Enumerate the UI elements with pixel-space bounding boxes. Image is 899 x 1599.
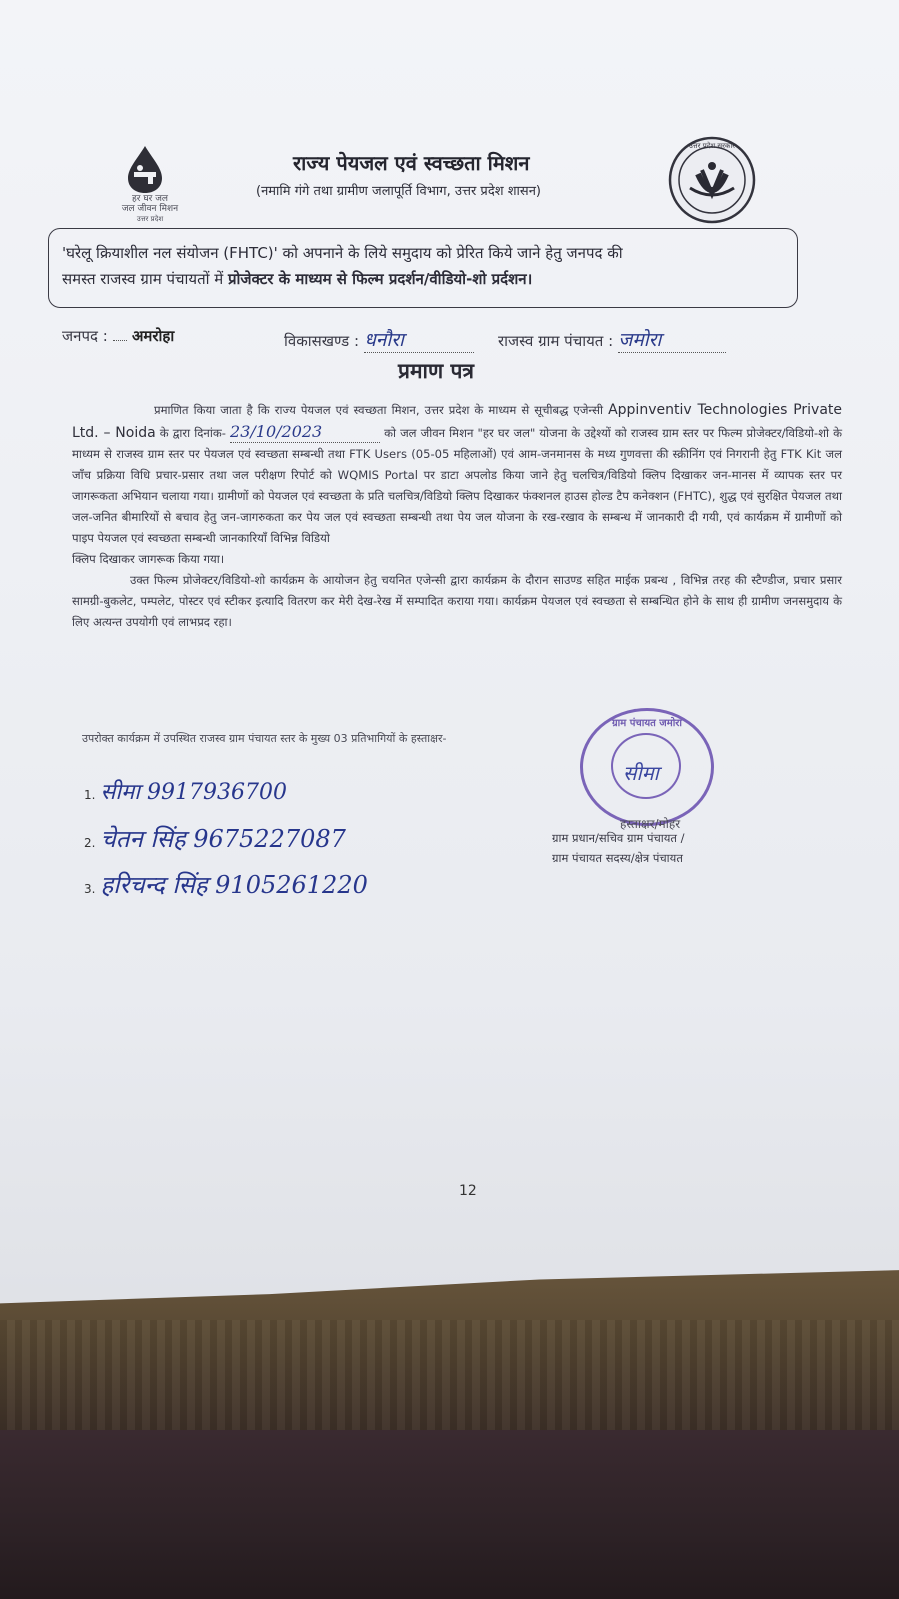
stamp-outer-text: ग्राम पंचायत जमोरा bbox=[612, 718, 682, 729]
signature-seal-label: हस्ताक्षर/मोहर bbox=[620, 817, 681, 831]
district-field bbox=[62, 326, 174, 346]
certificate-body bbox=[72, 400, 842, 633]
water-drop-tap-icon bbox=[104, 142, 186, 194]
subject-line-2-start: समस्त राजस्व ग्राम पंचायतों में bbox=[62, 270, 229, 288]
participant-row-1 bbox=[84, 776, 287, 806]
up-govt-emblem bbox=[668, 136, 756, 224]
block-field bbox=[284, 326, 474, 353]
village-label: राजस्व ग्राम पंचायत : bbox=[498, 332, 614, 350]
subject-text bbox=[62, 240, 787, 292]
subject-line-1: 'घरेलू क्रियाशील नल संयोजन (FHTC)' को अपनाने के लिये समुदाय को प्रेरित किये जाने हेतु जनपद की bbox=[62, 244, 623, 262]
block-label: विकासखण्ड : bbox=[284, 332, 360, 350]
program-date: 23/10/2023 bbox=[230, 421, 380, 443]
logo-line-3: उत्तर प्रदेश bbox=[136, 215, 164, 223]
stamp-signature: सीमा bbox=[623, 761, 659, 785]
page-number: 12 bbox=[459, 1183, 477, 1199]
paragraph-1 bbox=[72, 400, 842, 549]
subject-line-2-bold: प्रोजेक्टर के माध्यम से फिल्म प्रदर्शन/वीडियो-शो प्रर्दशन। bbox=[228, 270, 533, 288]
signatory-line-2: ग्राम पंचायत सदस्य/क्षेत्र पंचायत bbox=[552, 851, 683, 865]
emblem-text: उत्तर प्रदेश सरकार bbox=[688, 142, 736, 150]
certificate-title: प्रमाण पत्र bbox=[398, 359, 474, 383]
panchayat-stamp bbox=[580, 708, 714, 826]
agency-name: Appinventiv Technologies Private Ltd. – Noida bbox=[72, 402, 843, 441]
participant-number: 1. bbox=[84, 788, 96, 802]
har-ghar-jal-logo bbox=[104, 142, 186, 226]
p1-intro: प्रमाणित किया जाता है कि राज्य पेयजल एवं स्वच्छता मिशन, उत्तर प्रदेश के माध्यम से सूचीबद्ध एजेन्सी bbox=[154, 403, 604, 417]
participant-signature: हरिचन्द सिंह 9105261220 bbox=[100, 871, 368, 899]
district-value: अमरोहा bbox=[131, 327, 175, 345]
logo-line-2: जल जीवन मिशन bbox=[121, 204, 179, 214]
participant-row-2 bbox=[84, 822, 346, 855]
participant-number: 3. bbox=[84, 882, 96, 896]
participant-row-3 bbox=[84, 868, 368, 901]
participant-number: 2. bbox=[84, 836, 96, 850]
participants-intro: उपरोक्त कार्यक्रम में उपस्थित राजस्व ग्राम पंचायत स्तर के मुख्य 03 प्रतिभागियों के हस्ताक्षर- bbox=[82, 732, 447, 745]
signatory-designation bbox=[552, 828, 685, 868]
village-field bbox=[498, 326, 726, 353]
village-value: जमोरा bbox=[618, 326, 726, 353]
logo-line-1: हर घर जल bbox=[132, 194, 168, 204]
cloth-background bbox=[0, 1430, 899, 1599]
block-value: धनौरा bbox=[364, 326, 474, 353]
participant-signature: चेतन सिंह 9675227087 bbox=[100, 825, 346, 853]
p1-body: को जल जीवन मिशन "हर घर जल" योजना के उद्देश्यों को राजस्व ग्राम स्तर पर फिल्म प्रोजेक्टर/विडियो-शो के माध्यम से राजस्व ग्राम स्तर पर पेयजल एवं स्वच्छता सम्बन्धी तथा FTK Users (05-05 महिलाओं) एवं आम-जनमानस के मध्य गुणवत्ता की स्क्रीनिंग एवं निगरानी हेतु FTK Kit जल जाँच प्रक्रिया विधि प्रचार-प्रसार तथा जल परीक्षण रिपोर्ट को WQMIS Portal पर डाटा अपलोड किया जाने हेतु चलचित्र/विडियो क्लिप दिखाकर जन-मानस में व्यापक स्तर पर जागरूकता अभियान चलाया गया। ग्रामीणों को पेयजल एवं स्वच्छता के प्रति चलचित्र/विडियो क्लिप दिखाकर फंक्शनल हाउस होल्ड टैप कनेक्शन (FHTC), शुद्ध एवं सुरक्षित पेयजल तथा जल-जनित बीमारियों से बचाव हेतु जन-जागरुकता कर पेय जल एवं स्वच्छता सम्बन्धी तथा पेय जल योजना के रख-रखाव के सम्बन्ध में जानकारी दी गयी, एवं कार्यक्रम में ग्रामीणों को पाइप पेयजल एवं स्वच्छता सम्बन्धी जानकारियाँ विभिन्न विडियो bbox=[72, 426, 842, 545]
page-subtitle: (नमामि गंगे तथा ग्रामीण जलापूर्ति विभाग, उत्तर प्रदेश शासन) bbox=[256, 184, 541, 199]
participant-signature: सीमा 9917936700 bbox=[100, 780, 287, 805]
p1-date-prefix: के द्वारा दिनांक- bbox=[159, 426, 226, 440]
subject-line-2 bbox=[62, 266, 787, 292]
district-label: जनपद : bbox=[62, 327, 108, 345]
signatory-line-1: ग्राम प्रधान/सचिव ग्राम पंचायत / bbox=[552, 831, 685, 845]
paragraph-2: उक्त फिल्म प्रोजेक्टर/विडियो-शो कार्यक्रम के आयोजन हेतु चयनित एजेन्सी द्वारा कार्यक्रम के दौरान साउण्ड सहित माईक प्रबन्ध , विभिन्न तरह की स्टैण्डीज, प्रचार प्रसार सामग्री-बुकलेट, पम्पलेट, पोस्टर एवं स्टीकर इत्यादि वितरण कर मेरी देख-रेख में सम्पादित कराया गया। कार्यक्रम पेयजल एवं स्वच्छता से सम्बन्धित होने के साथ ही ग्रामीण जनसमुदाय के लिए अत्यन्त उपयोगी एवं लाभप्रद रहा। bbox=[72, 573, 842, 629]
paragraph-1-end: क्लिप दिखाकर जागरूक किया गया। bbox=[72, 552, 225, 566]
page-title: राज्य पेयजल एवं स्वच्छता मिशन bbox=[293, 151, 530, 175]
